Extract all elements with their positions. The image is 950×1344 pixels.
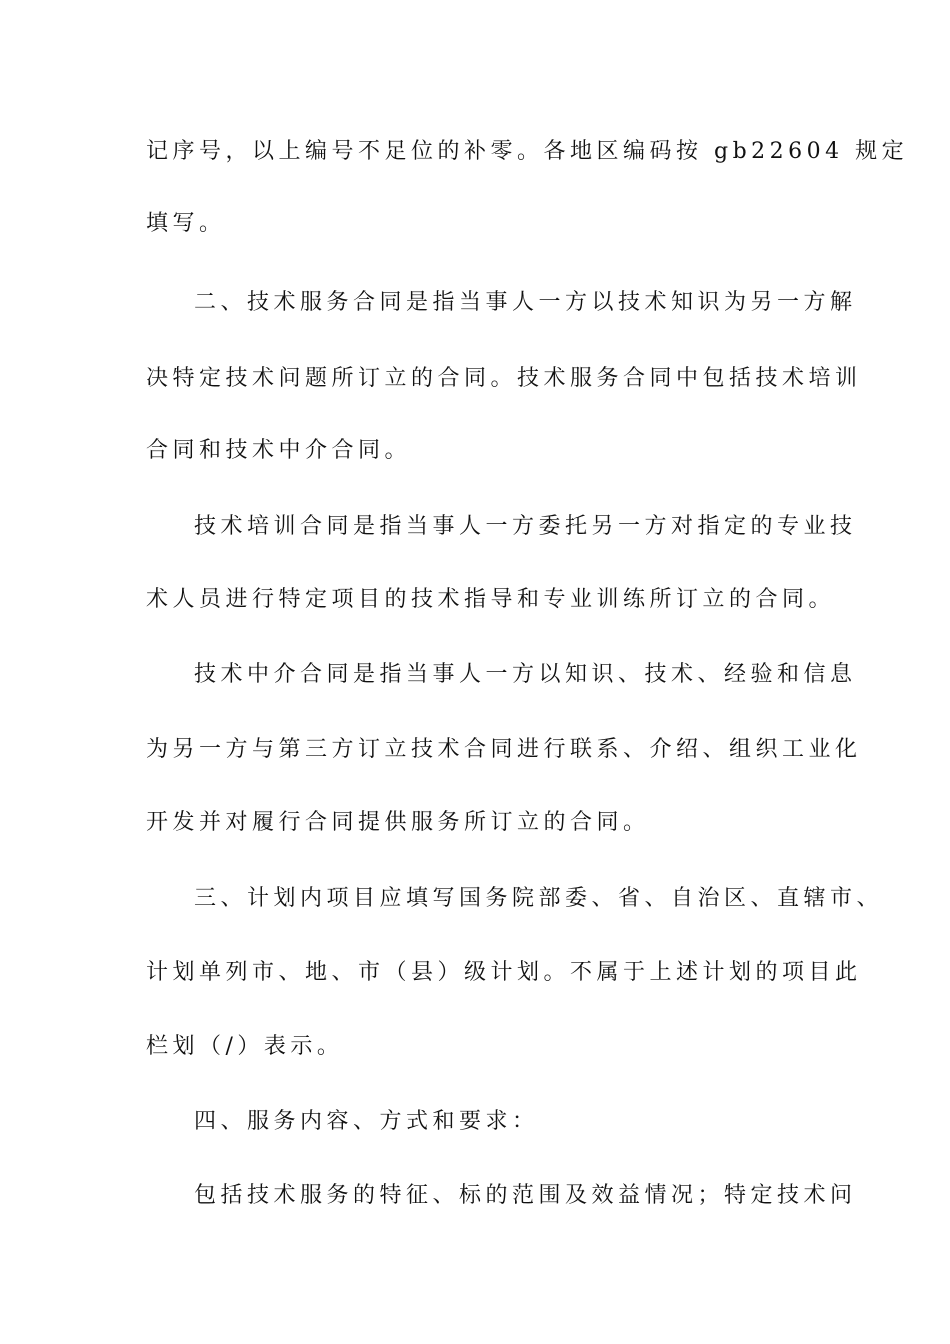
text-line: 开发并对履行合同提供服务所订立的合同。 [146,810,650,835]
paragraph-start: 二、技术服务合同是指当事人一方以技术知识为另一方解 [194,290,857,315]
text-line: 栏划（/）表示。 [146,1034,344,1059]
paragraph-start: 包括技术服务的特征、标的范围及效益情况；特定技术问 [194,1183,857,1208]
text-line: 计划单列市、地、市（县）级计划。不属于上述计划的项目此 [146,960,862,985]
text-line: 记序号，以上编号不足位的补零。各地区编码按 gb22604 规定 [146,139,909,164]
text-line: 决特定技术问题所订立的合同。技术服务合同中包括技术培训 [146,366,862,391]
text-line: 为另一方与第三方订立技术合同进行联系、介绍、组织工业化 [146,737,862,762]
text-line: 术人员进行特定项目的技术指导和专业训练所订立的合同。 [146,587,836,612]
paragraph-start: 技术中介合同是指当事人一方以知识、技术、经验和信息 [194,662,857,687]
paragraph-start: 技术培训合同是指当事人一方委托另一方对指定的专业技 [194,514,857,539]
text-line: 填写。 [146,211,226,236]
text-line: 合同和技术中介合同。 [146,438,412,463]
paragraph-start: 三、计划内项目应填写国务院部委、省、自治区、直辖市、 [194,886,884,911]
paragraph-start: 四、服务内容、方式和要求： [194,1109,539,1134]
